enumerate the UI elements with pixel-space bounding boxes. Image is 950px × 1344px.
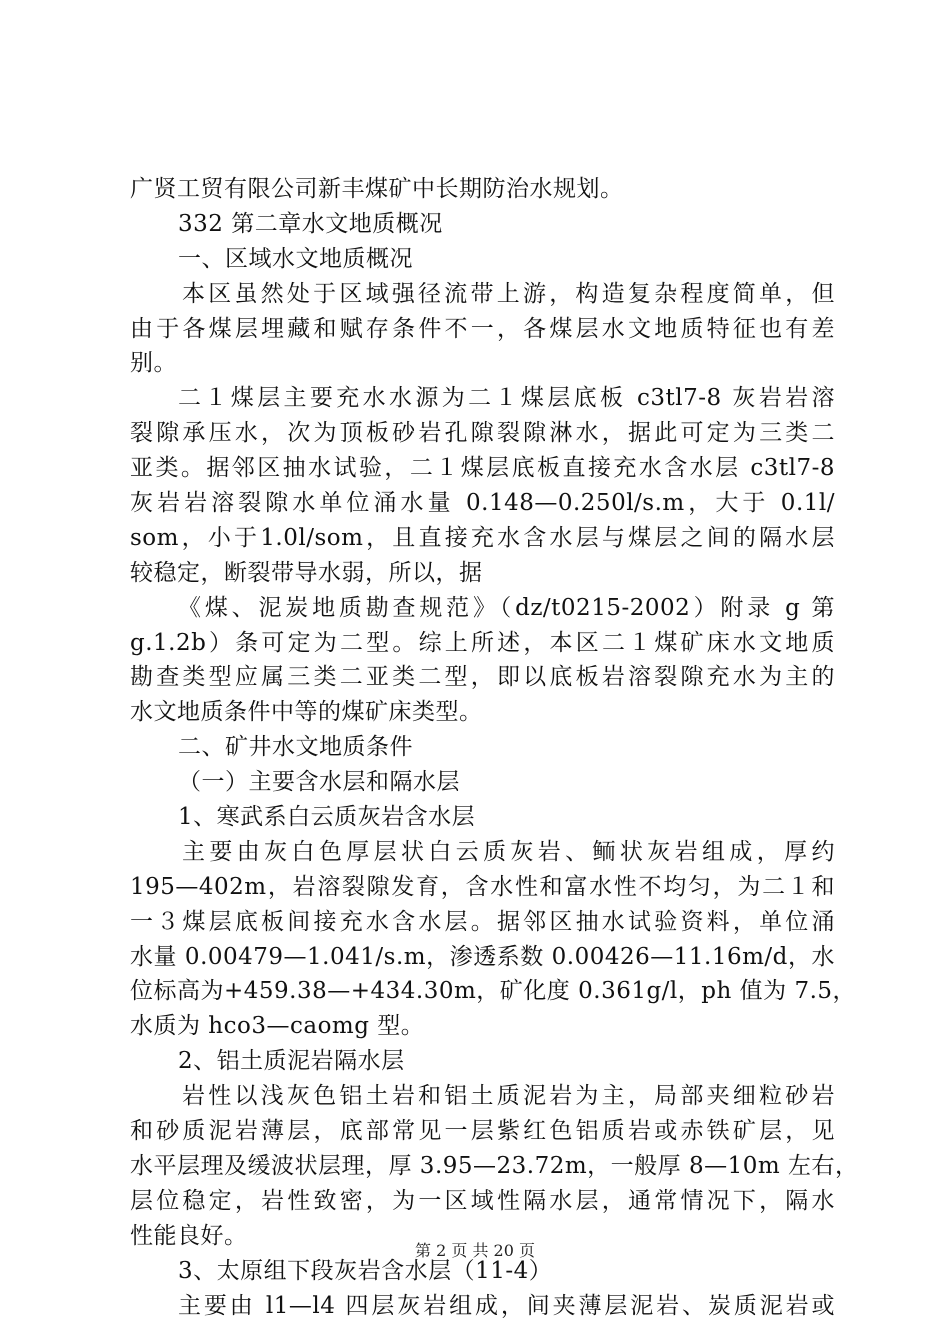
text-line: 和砂质泥岩薄层，底部常见一层紫红色铝质岩或赤铁矿层，见 xyxy=(130,1118,835,1145)
text-line: （一）主要含水层和隔水层 xyxy=(178,769,460,796)
text-line: 水文地质条件中等的煤矿床类型。 xyxy=(130,699,483,726)
text-line: 主要由 l1—l4 四层灰岩组成，间夹薄层泥岩、炭质泥岩或 xyxy=(178,1292,835,1319)
text-line: 由于各煤层埋藏和赋存条件不一，各煤层水文地质特征也有差 xyxy=(130,315,835,342)
text-line: 本区虽然处于区域强径流带上游，构造复杂程度简单，但 xyxy=(182,280,835,307)
text-line: 《煤、泥炭地质勘查规范》（dz/t0215-2002）附录 g 第 xyxy=(178,594,835,621)
text-line: 水量 0.00479—1.041/s.m，渗透系数 0.00426—11.16m/d，水 xyxy=(130,943,835,970)
text-line: 332 第二章水文地质概况 xyxy=(178,210,443,237)
text-line: 二１煤层主要充水水源为二１煤层底板 c3tl7-8 灰岩岩溶 xyxy=(178,385,835,412)
text-line: 亚类。据邻区抽水试验，二１煤层底板直接充水含水层 c3tl7-8 xyxy=(130,455,835,482)
text-line: 广贤工贸有限公司新丰煤矿中长期防治水规划。 xyxy=(130,176,624,202)
text-line: 主要由灰白色厚层状白云质灰岩、鲕状灰岩组成，厚约 xyxy=(182,838,835,865)
text-line: 一、区域水文地质概况 xyxy=(178,245,413,272)
text-line: 岩性以浅灰色铝土岩和铝土质泥岩为主，局部夹细粒砂岩 xyxy=(182,1083,835,1110)
text-line: 1、寒武系白云质灰岩含水层 xyxy=(178,804,476,831)
text-line: 水平层理及缓波状层理，厚 3.95—23.72m，一般厚 8—10m 左右， xyxy=(130,1152,859,1179)
text-line: 性能良好。 xyxy=(130,1222,248,1249)
text-line: 位标高为+459.38—+434.30m，矿化度 0.361g/l，ph 值为 7.5， xyxy=(130,978,857,1005)
page-footer: 第 2 页 共 20 页 xyxy=(415,1241,535,1260)
text-line: g.1.2b）条可定为二型。综上所述，本区二１煤矿床水文地质 xyxy=(130,629,835,656)
text-line: 裂隙承压水，次为顶板砂岩孔隙裂隙淋水，据此可定为三类二 xyxy=(130,420,835,447)
text-line: 层位稳定，岩性致密，为一区域性隔水层，通常情况下，隔水 xyxy=(130,1187,835,1214)
text-line: 2、铝土质泥岩隔水层 xyxy=(178,1048,405,1075)
text-line: 灰岩岩溶裂隙水单位涌水量 0.148—0.250l/s.m，大于 0.1l/ xyxy=(130,490,835,517)
text-line: 水质为 hco3—caomg 型。 xyxy=(130,1013,425,1040)
text-line: 别。 xyxy=(130,350,177,377)
text-line: 195—402m，岩溶裂隙发育，含水性和富水性不均匀，为二１和 xyxy=(130,873,835,900)
text-line: 较稳定，断裂带导水弱，所以，据 xyxy=(130,559,483,586)
text-line: 勘查类型应属三类二亚类二型，即以底板岩溶裂隙充水为主的 xyxy=(130,664,835,691)
text-line: 3、太原组下段灰岩含水层（11-4） xyxy=(178,1257,553,1284)
text-line: som，小于1.0l/som，且直接充水含水层与煤层之间的隔水层 xyxy=(130,524,835,551)
document-body xyxy=(130,172,859,1323)
text-line: 二、矿井水文地质条件 xyxy=(178,734,413,761)
text-line: 一３煤层底板间接充水含水层。据邻区抽水试验资料，单位涌 xyxy=(130,908,835,935)
